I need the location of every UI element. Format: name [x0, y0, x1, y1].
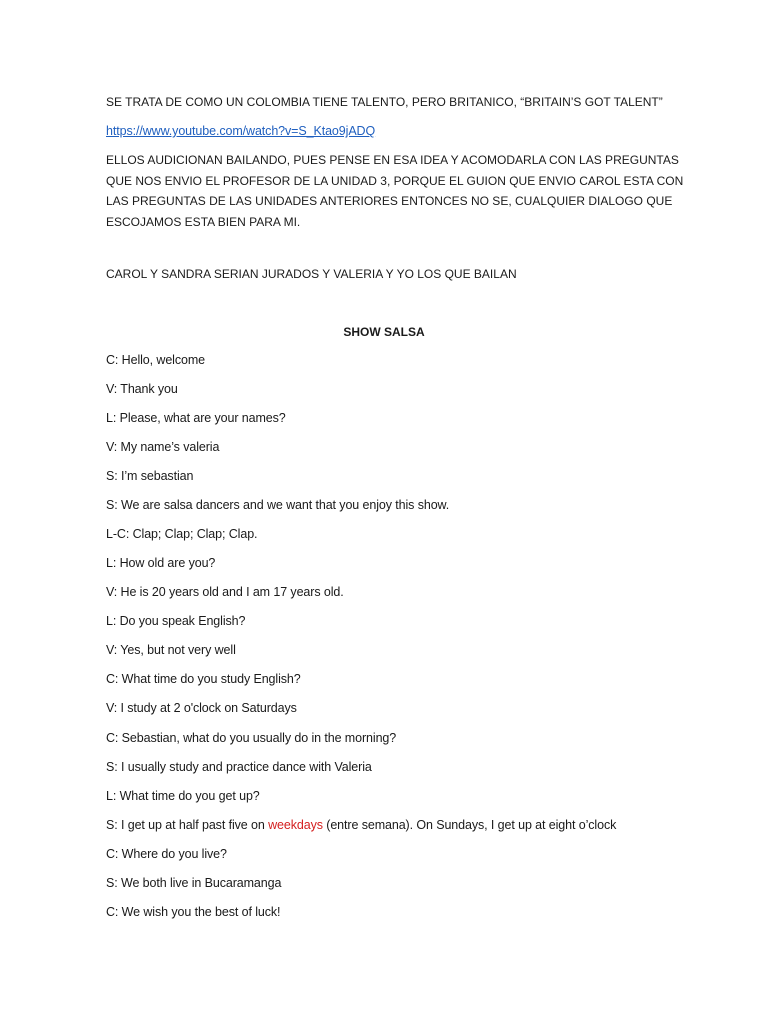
intro-paragraph	[106, 150, 684, 232]
intro-line: LAS PREGUNTAS DE LAS UNIDADES ANTERIORES ENTONCES NO SE, CUALQUIER DIALOGO QUE	[106, 194, 673, 208]
dialogue-line: C: We wish you the best of luck!	[106, 905, 281, 919]
dialogue-title: SHOW SALSA	[343, 325, 425, 339]
header-line: SE TRATA DE COMO UN COLOMBIA TIENE TALENTO, PERO BRITANICO, “BRITAIN’S GOT TALENT”	[106, 95, 663, 109]
dialogue-line-getup	[106, 815, 616, 835]
dialogue-line: C: Hello, welcome	[106, 353, 206, 367]
intro-line: ELLOS AUDICIONAN BAILANDO, PUES PENSE EN ESA IDEA Y ACOMODARLA CON LAS PREGUNTAS	[106, 153, 679, 167]
roles-line: CAROL Y SANDRA SERIAN JURADOS Y VALERIA Y YO LOS QUE BAILAN	[106, 267, 517, 281]
dialogue-line: L: How old are you?	[106, 556, 216, 570]
dialogue-line: S: We both live in Bucaramanga	[106, 876, 282, 890]
dialogue-line: C: Where do you live?	[106, 847, 227, 861]
dialogue-line: L-C: Clap; Clap; Clap; Clap.	[106, 527, 258, 541]
dialogue-line: V: Yes, but not very well	[106, 643, 236, 657]
dialogue-line: L: Please, what are your names?	[106, 411, 286, 425]
dialogue-line: L: What time do you get up?	[106, 789, 260, 803]
dialogue-line: S: We are salsa dancers and we want that you enjoy this show.	[106, 498, 450, 512]
dialogue-line: V: He is 20 years old and I am 17 years old.	[106, 585, 344, 599]
dialogue-line: L: Do you speak English?	[106, 614, 246, 628]
dialogue-line: S: I’m sebastian	[106, 469, 194, 483]
youtube-link[interactable]: https://www.youtube.com/watch?v=S_Ktao9jADQ	[106, 124, 376, 138]
dialogue-line: S: I usually study and practice dance with Valeria	[106, 760, 372, 774]
getup-text-after: (entre semana). On Sundays, I get up at eight o’clock	[322, 818, 617, 832]
dialogue-line: V: My name’s valeria	[106, 440, 220, 454]
youtube-link-line	[106, 121, 375, 141]
weekdays-highlight: weekdays	[268, 818, 323, 832]
dialogue-line: V: I study at 2 o'clock on Saturdays	[106, 701, 297, 715]
dialogue-line: C: Sebastian, what do you usually do in the morning?	[106, 731, 397, 745]
dialogue-line: C: What time do you study English?	[106, 672, 301, 686]
dialogue-line: V: Thank you	[106, 382, 178, 396]
getup-text-before: S: I get up at half past five on	[106, 818, 269, 832]
intro-line: QUE NOS ENVIO EL PROFESOR DE LA UNIDAD 3, PORQUE EL GUION QUE ENVIO CAROL ESTA CON	[106, 173, 684, 188]
intro-line: ESCOJAMOS ESTA BIEN PARA MI.	[106, 214, 301, 229]
